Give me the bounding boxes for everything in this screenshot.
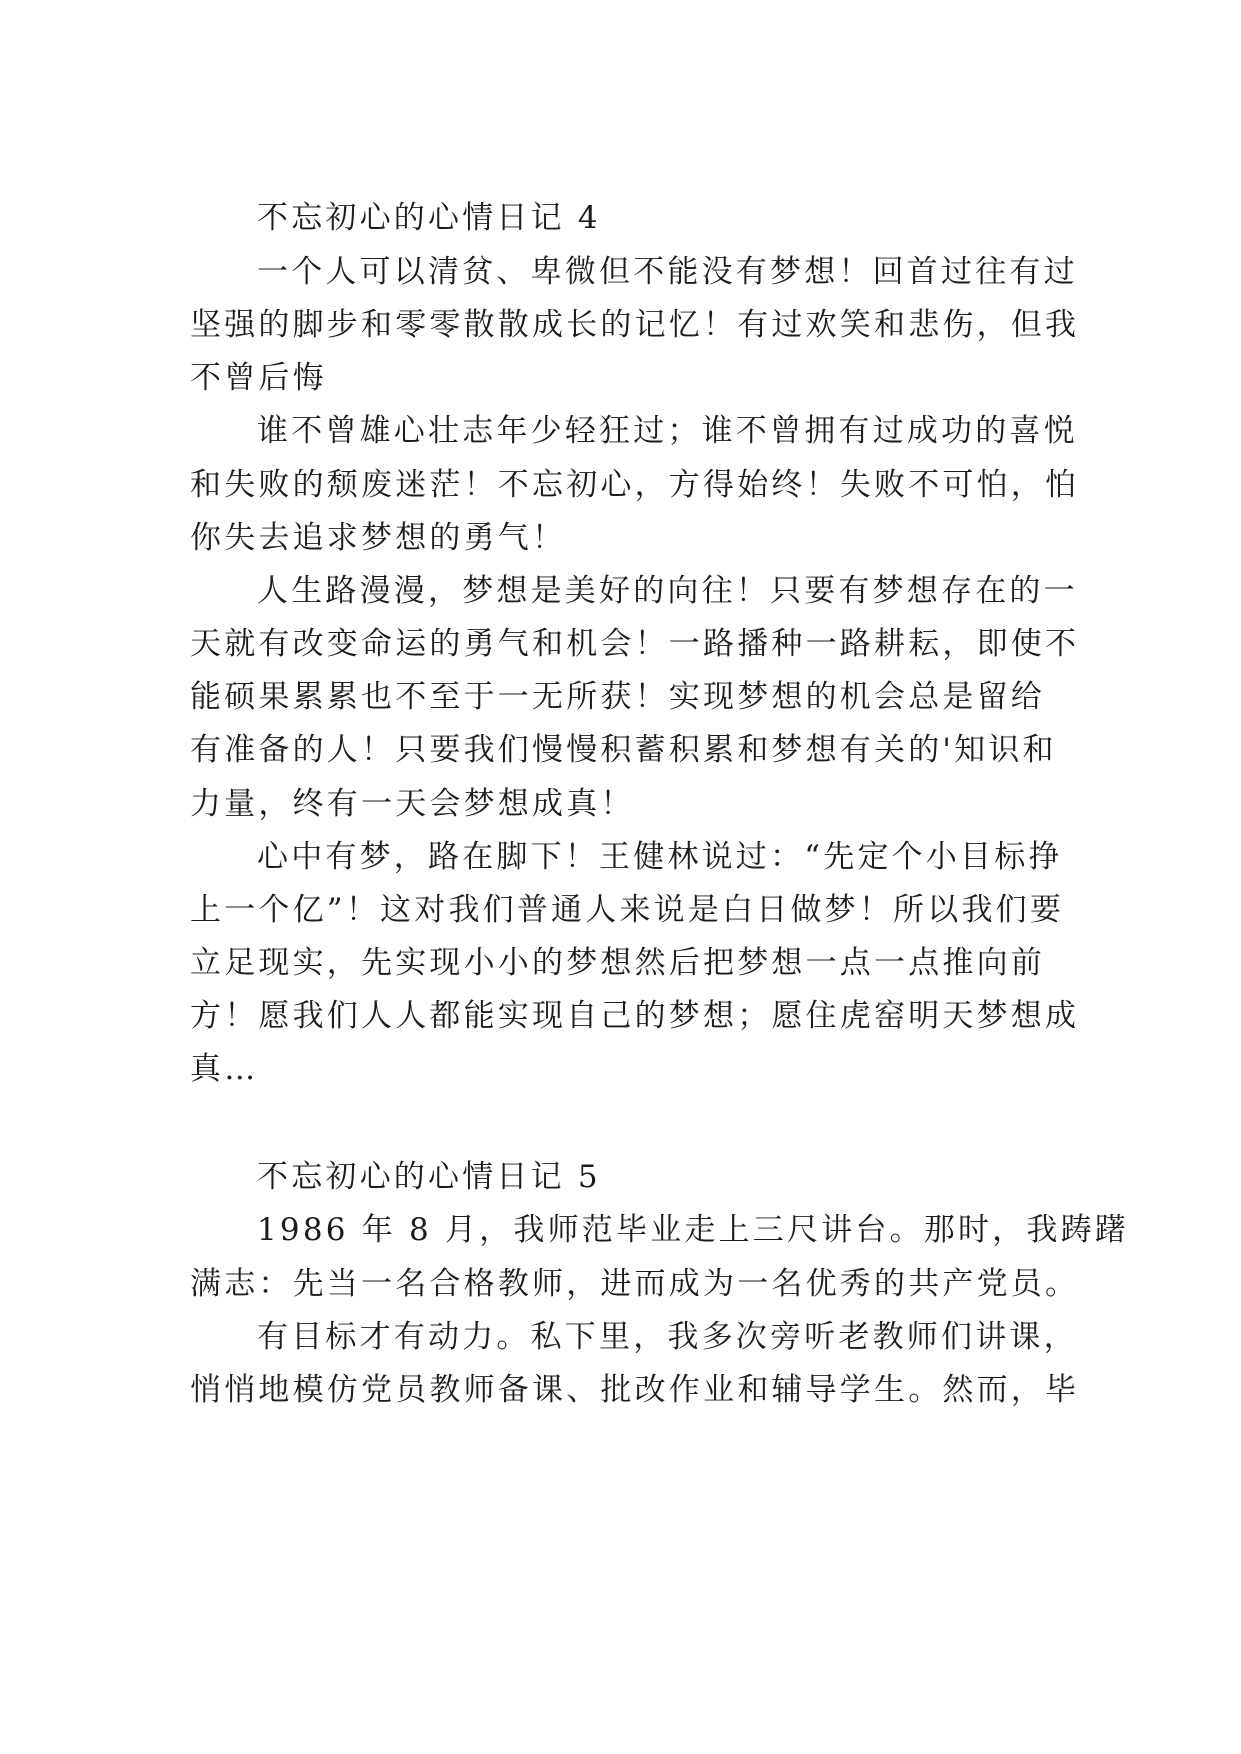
section-heading: 不忘初心的心情日记 5 bbox=[257, 1159, 601, 1195]
paragraph-line: 人生路漫漫，梦想是美好的向往！只要有梦想存在的一 bbox=[257, 573, 1078, 609]
paragraph-line: 上一个亿”！这对我们普通人来说是白日做梦！所以我们要 bbox=[190, 892, 1065, 928]
paragraph-line: 天就有改变命运的勇气和机会！一路播种一路耕耘，即使不 bbox=[190, 626, 1080, 662]
paragraph-line: 一个人可以清贫、卑微但不能没有梦想！回首过往有过 bbox=[257, 254, 1078, 290]
paragraph-line: 力量，终有一天会梦想成真！ bbox=[190, 786, 635, 822]
paragraph-line: 真… bbox=[190, 1051, 259, 1087]
paragraph-line: 不曾后悔 bbox=[190, 360, 327, 396]
paragraph-line: 立足现实，先实现小小的梦想然后把梦想一点一点推向前 bbox=[190, 945, 1045, 981]
paragraph-line: 心中有梦，路在脚下！王健林说过：“先定个小目标挣 bbox=[257, 839, 1063, 875]
paragraph-line: 你失去追求梦想的勇气！ bbox=[190, 520, 567, 556]
paragraph-line: 有准备的人！只要我们慢慢积蓄积累和梦想有关的'知识和 bbox=[190, 732, 1057, 768]
paragraph-line: 和失败的颓废迷茫！不忘初心，方得始终！失败不可怕，怕 bbox=[190, 467, 1080, 503]
section-heading: 不忘初心的心情日记 4 bbox=[257, 200, 601, 236]
paragraph-line: 满志：先当一名合格教师，进而成为一名优秀的共产党员。 bbox=[190, 1266, 1080, 1302]
paragraph-line: 1986 年 8 月，我师范毕业走上三尺讲台。那时，我踌躇 bbox=[257, 1212, 1129, 1248]
paragraph-line: 谁不曾雄心壮志年少轻狂过；谁不曾拥有过成功的喜悦 bbox=[257, 413, 1078, 449]
paragraph-line: 方！愿我们人人都能实现自己的梦想；愿住虎窑明天梦想成 bbox=[190, 998, 1080, 1034]
paragraph-line: 有目标才有动力。私下里，我多次旁听老教师们讲课， bbox=[257, 1319, 1078, 1355]
paragraph-line: 能硕果累累也不至于一无所获！实现梦想的机会总是留给 bbox=[190, 679, 1045, 715]
paragraph-line: 坚强的脚步和零零散散成长的记忆！有过欢笑和悲伤，但我 bbox=[190, 307, 1080, 343]
paragraph-line: 悄悄地模仿党员教师备课、批改作业和辅导学生。然而，毕 bbox=[190, 1372, 1080, 1408]
